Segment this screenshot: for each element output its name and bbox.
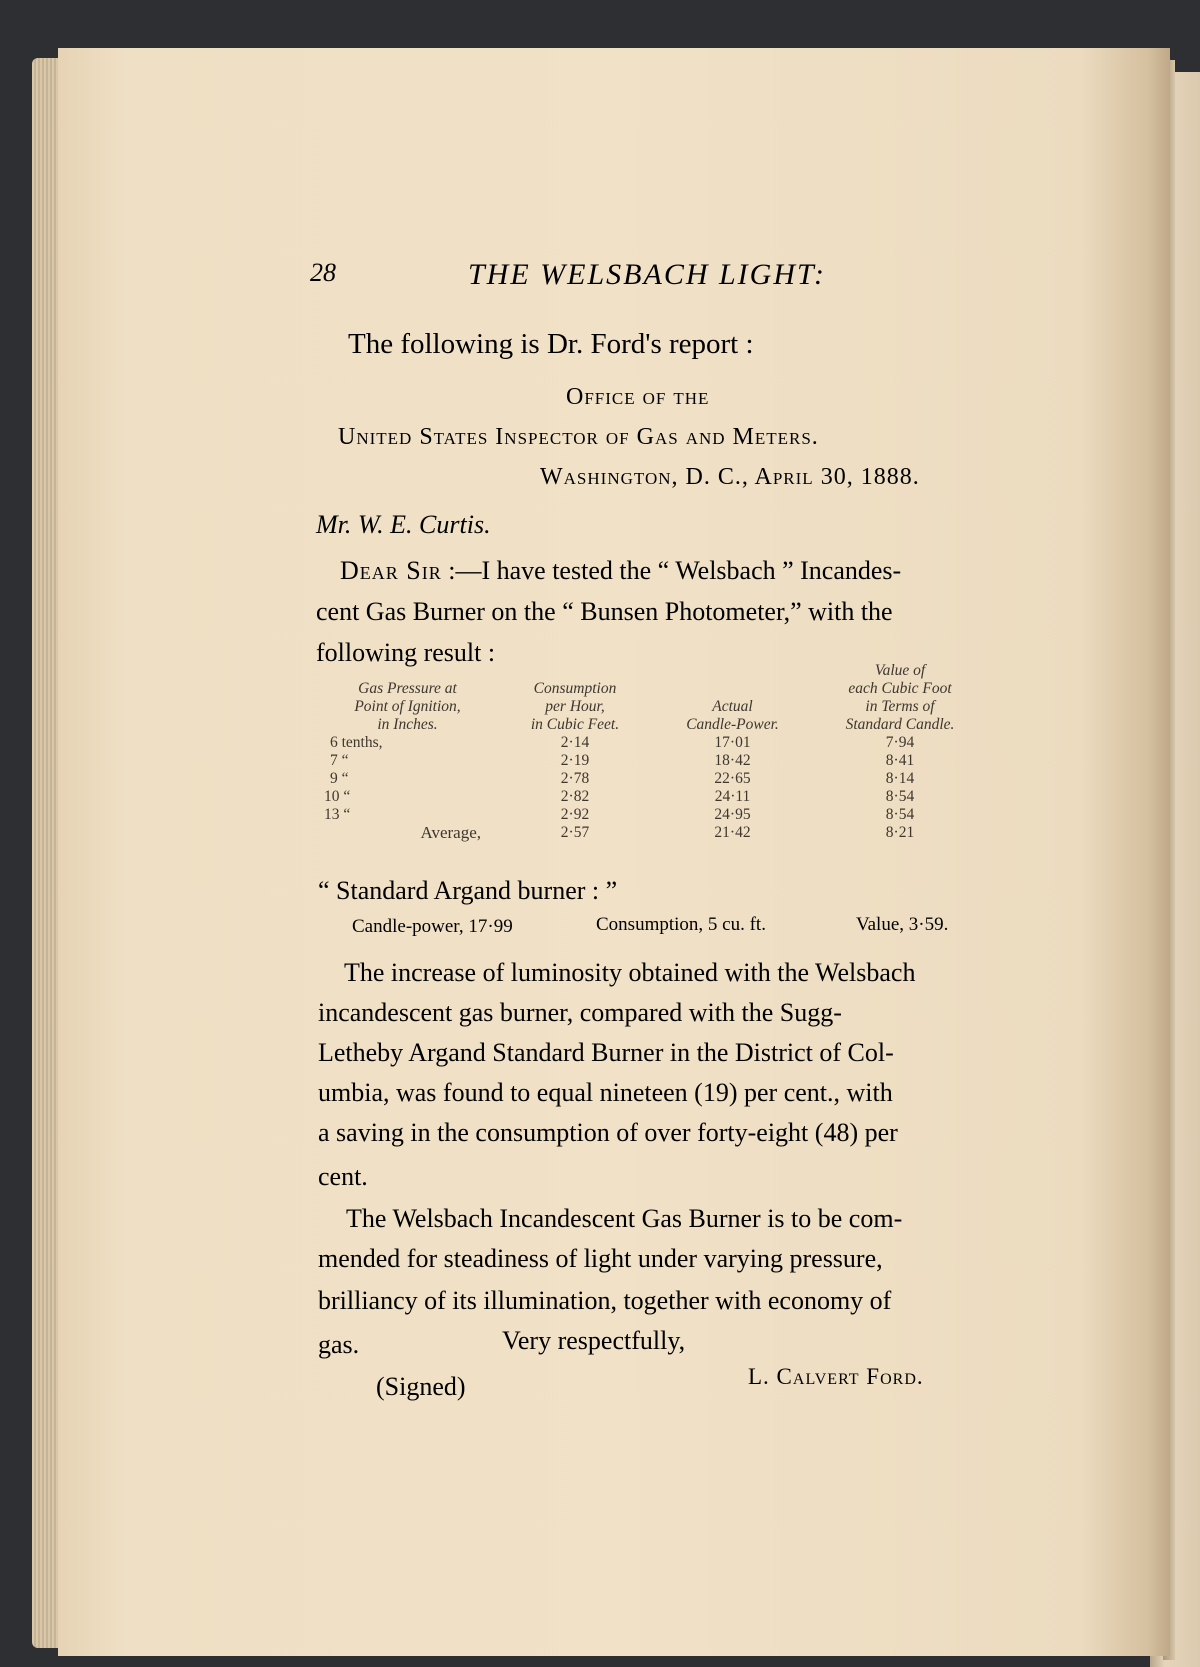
table-row: [320, 806, 990, 824]
paragraph1-line: incandescent gas burner, compared with the Sugg-: [318, 998, 842, 1027]
page-number: 28: [310, 258, 336, 287]
table-row-average: [320, 824, 990, 842]
cell-value: 8·54: [885, 806, 915, 823]
salutation-line-3: following result :: [316, 638, 496, 667]
cell-value: 7·94: [885, 734, 915, 751]
office-line-3: Washington, D. C., April 30, 1888.: [540, 464, 920, 490]
paragraph1-line: cent.: [318, 1162, 368, 1191]
paragraph2-line: mended for steadiness of light under varying pressure,: [318, 1244, 883, 1273]
cell-consumption: 2·82: [560, 788, 590, 805]
cell-consumption: 2·19: [560, 752, 590, 769]
header-candle-power: Actual Candle-Power.: [686, 698, 779, 733]
salutation-line-2: cent Gas Burner on the “ Bunsen Photometer,” with the: [316, 597, 893, 626]
paragraph2-line: gas.: [318, 1330, 360, 1359]
cell-pressure: 7 “: [330, 752, 349, 769]
office-line-1: Office of the: [566, 384, 710, 410]
salutation-lead: Dear Sir: [340, 556, 442, 585]
cell-consumption: 2·78: [560, 770, 590, 787]
photometer-table: [320, 662, 990, 842]
signature: L. Calvert Ford.: [748, 1364, 924, 1389]
table-row: [320, 734, 990, 752]
salutation-rest: :—I have tested the “ Welsbach ” Incandes-: [441, 556, 902, 585]
cell-pressure: 10 “: [324, 788, 351, 805]
cell-value: 8·41: [885, 752, 915, 769]
standard-value: Value, 3·59.: [856, 914, 949, 935]
standard-heading: “ Standard Argand burner : ”: [318, 876, 618, 905]
salutation-line-1: [340, 556, 901, 586]
cell-candle-power: 18·42: [714, 752, 751, 769]
table-row: [320, 788, 990, 806]
cell-average-label: Average,: [420, 823, 481, 842]
cell-consumption: 2·92: [560, 806, 590, 823]
table-header-row: [320, 662, 990, 734]
cell-pressure: 13 “: [324, 806, 351, 823]
standard-candle-power: Candle-power, 17·99: [352, 916, 513, 937]
paragraph2-line: The Welsbach Incandescent Gas Burner is to be com-: [346, 1204, 903, 1233]
cell-candle-power: 24·95: [714, 806, 751, 823]
paragraph1-line: The increase of luminosity obtained with the Welsbach: [344, 958, 916, 987]
intro-line: The following is Dr. Ford's report :: [348, 328, 754, 360]
paragraph1-line: a saving in the consumption of over forty-eight (48) per: [318, 1118, 898, 1147]
paragraph2-line: brilliancy of its illumination, together with economy of: [318, 1286, 892, 1315]
cell-consumption: 2·14: [560, 734, 590, 751]
signed-label: (Signed): [376, 1372, 466, 1401]
cell-pressure: 9 “: [330, 770, 349, 787]
cell-candle-power: 24·11: [714, 788, 751, 805]
paragraph1-line: Letheby Argand Standard Burner in the District of Col-: [318, 1038, 894, 1067]
cell-candle-power: 21·42: [714, 824, 751, 841]
cell-candle-power: 17·01: [714, 734, 751, 751]
header-value: Value of each Cubic Foot in Terms of Standard Candle.: [845, 662, 955, 733]
cell-value: 8·14: [885, 770, 915, 787]
standard-consumption: Consumption, 5 cu. ft.: [596, 914, 766, 935]
cell-consumption: 2·57: [560, 824, 590, 841]
cell-value: 8·54: [885, 788, 915, 805]
closing: Very respectfully,: [502, 1326, 686, 1355]
paragraph1-line: umbia, was found to equal nineteen (19) per cent., with: [318, 1078, 893, 1107]
addressee: Mr. W. E. Curtis.: [316, 510, 491, 539]
cell-value: 8·21: [885, 824, 915, 841]
running-title: THE WELSBACH LIGHT:: [468, 258, 827, 291]
cell-pressure: 6 tenths,: [330, 734, 383, 751]
table-row: [320, 752, 990, 770]
cell-candle-power: 22·65: [714, 770, 751, 787]
header-gas-pressure: Gas Pressure at Point of Ignition, in Inches.: [354, 680, 461, 733]
table-row: [320, 770, 990, 788]
office-line-2: United States Inspector of Gas and Meters.: [338, 424, 819, 450]
header-consumption: Consumption per Hour, in Cubic Feet.: [530, 680, 620, 733]
